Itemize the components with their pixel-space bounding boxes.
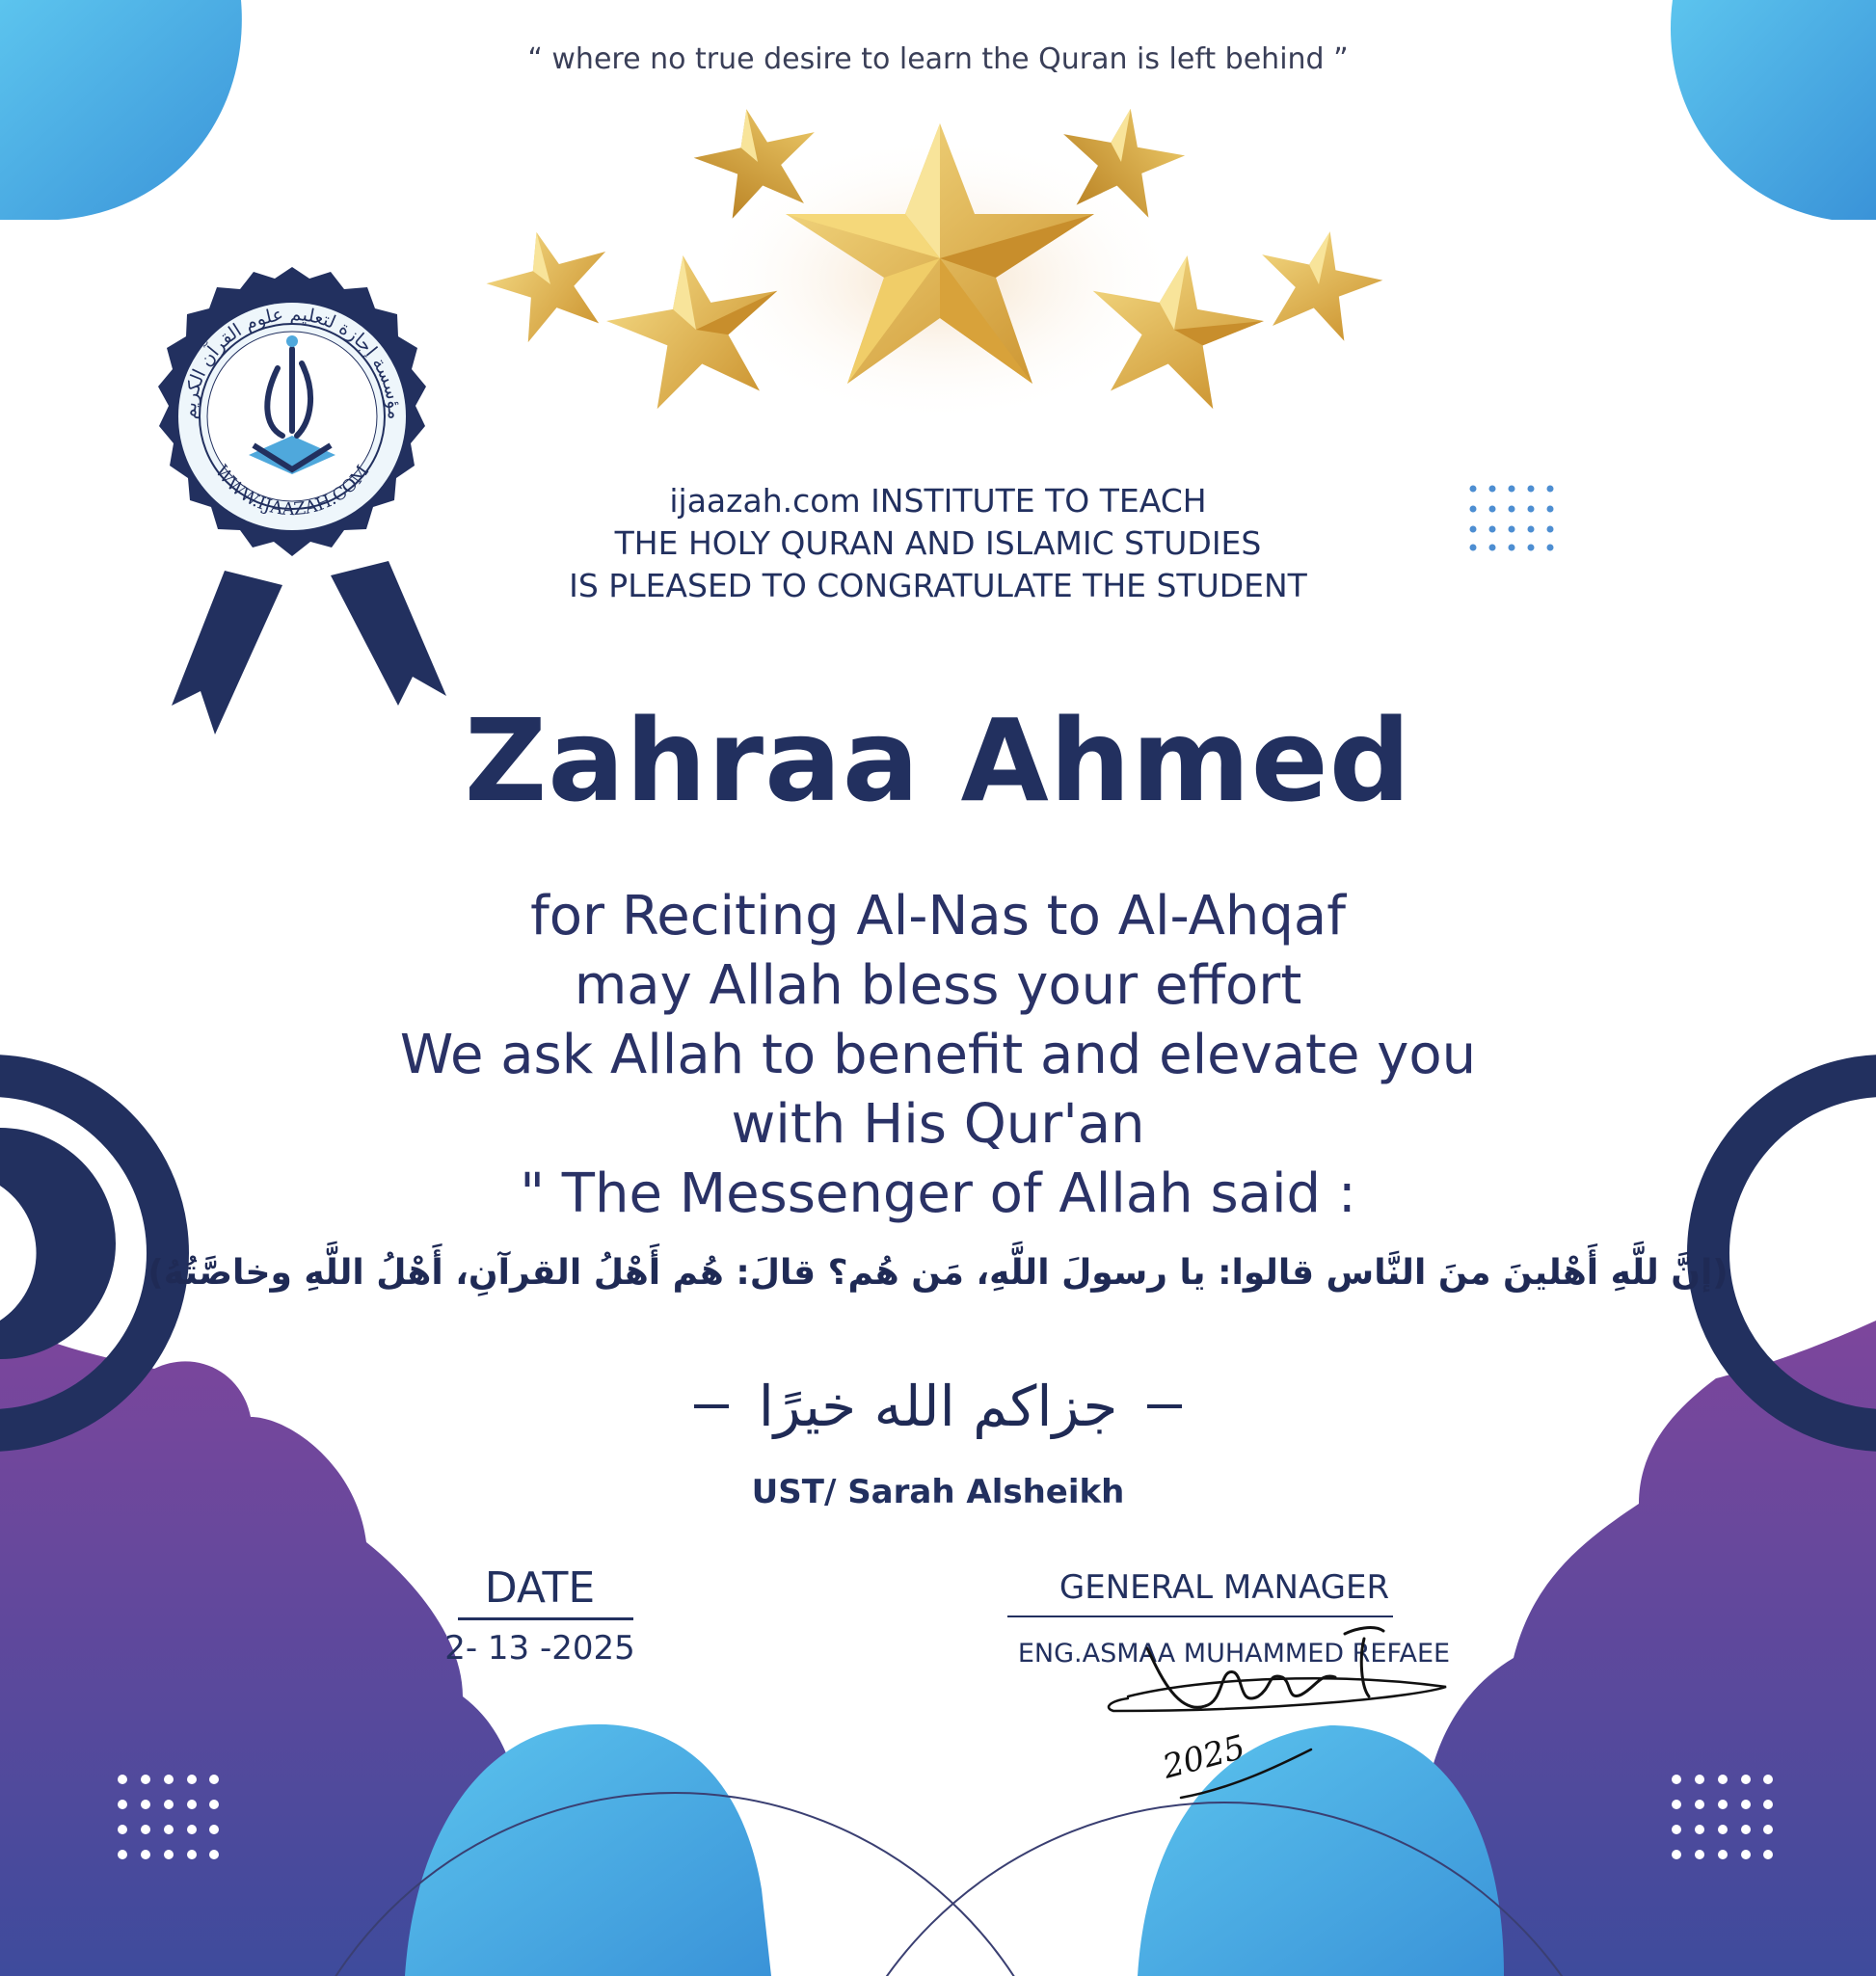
date-underline xyxy=(458,1617,633,1620)
top-right-blob xyxy=(1671,0,1876,220)
svg-text:مؤسسة إجازة لتعليم علوم القرآن xyxy=(179,304,405,420)
teacher-name: UST/ Sarah Alsheikh xyxy=(751,1473,1125,1511)
star-icon-small xyxy=(477,216,624,348)
dash-divider xyxy=(694,1404,729,1408)
date-value: 2- 13 -2025 xyxy=(444,1629,635,1668)
stars-decoration xyxy=(477,96,1391,424)
manager-name: ENG.ASMAA MUHAMMED REFAEE xyxy=(1017,1639,1451,1669)
message-line: We ask Allah to benefit and elevate you xyxy=(399,1024,1477,1086)
institute-statement xyxy=(0,480,1876,607)
date-label: DATE xyxy=(484,1563,596,1613)
dash-divider xyxy=(1147,1404,1182,1408)
tagline: “ where no true desire to learn the Quran is left behind ” xyxy=(527,42,1349,76)
institute-line: IS PLEASED TO CONGRATULATE THE STUDENT xyxy=(569,567,1307,604)
student-name: Zahraa Ahmed xyxy=(464,694,1412,827)
message-line: may Allah bless your effort xyxy=(574,954,1302,1017)
star-icon-small xyxy=(1248,219,1391,346)
institute-line: THE HOLY QURAN AND ISLAMIC STUDIES xyxy=(614,524,1262,562)
top-left-blob xyxy=(0,0,242,220)
thanks-line xyxy=(0,1374,1876,1439)
signature-date: 2025 xyxy=(1158,1727,1249,1787)
signature xyxy=(1089,1581,1456,1822)
hadith-text: (إنَّ للَّهِ أَهْلينَ منَ النَّاس قالوا: يا رسولَ اللَّهِ، مَن هُم؟ قالَ: هُم أَهْلُ القرآنِ، أَهْلُ اللَّهِ وخاصَّتُهُ) xyxy=(147,1253,1729,1293)
institute-line: ijaazah.com INSTITUTE TO TEACH xyxy=(669,482,1207,520)
thanks-arabic: جزاكم الله خيرًا xyxy=(758,1374,1118,1439)
message-line: " The Messenger of Allah said : xyxy=(520,1162,1356,1225)
message-block xyxy=(0,882,1876,1229)
manager-title: GENERAL MANAGER xyxy=(1059,1568,1390,1607)
message-line: with His Qur'an xyxy=(731,1093,1145,1156)
seal-website-text: WWW.IJAAZAH.COM xyxy=(210,461,374,521)
signature-stroke xyxy=(1147,1628,1383,1708)
seal-arabic-text: مؤسسة إجازة لتعليم علوم القرآن الكريم xyxy=(178,303,406,420)
message-line: for Reciting Al-Nas to Al-Ahqaf xyxy=(530,885,1346,948)
